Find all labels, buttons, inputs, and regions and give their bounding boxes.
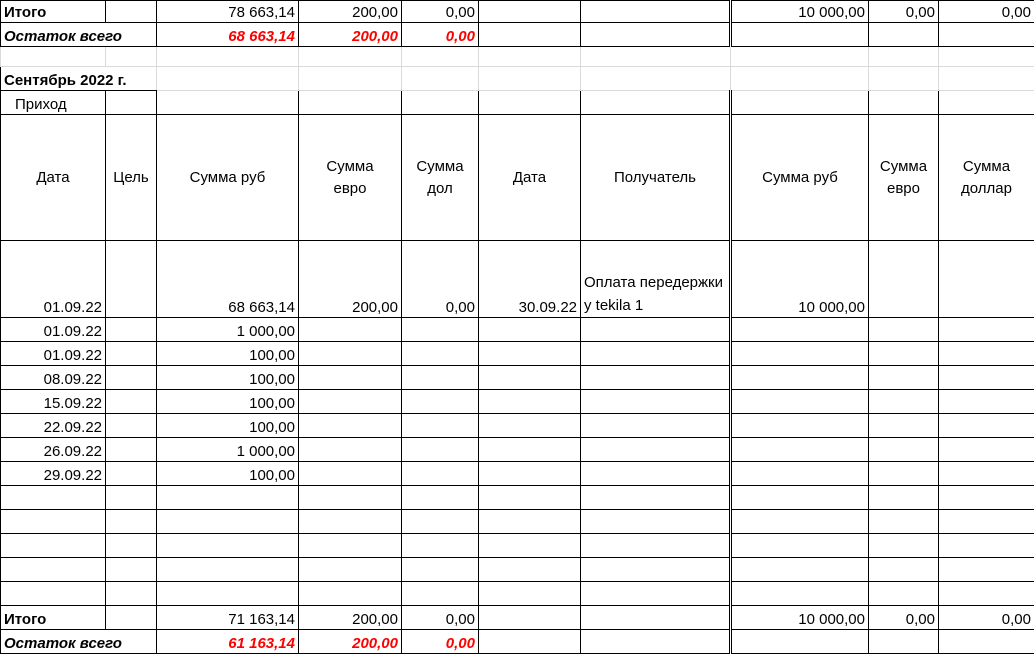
header-date[interactable]: Дата [1, 115, 106, 241]
cell-income-sum-rub[interactable]: 100,00 [157, 414, 299, 438]
cell-empty[interactable] [869, 342, 939, 366]
cell-empty[interactable] [869, 318, 939, 342]
table-row [1, 366, 1034, 390]
cell-empty[interactable] [869, 241, 939, 318]
cell-income-date[interactable]: 29.09.22 [1, 462, 106, 486]
cell-empty[interactable] [402, 510, 479, 534]
cell-empty[interactable] [939, 438, 1034, 462]
cell-empty[interactable] [299, 438, 402, 462]
cell-empty[interactable] [731, 462, 869, 486]
cell-empty[interactable] [299, 414, 402, 438]
cell-top-total-label[interactable]: Итого [1, 1, 106, 23]
cell-bottom-total-out-rub[interactable]: 10 000,00 [731, 606, 869, 630]
cell-empty[interactable] [869, 67, 939, 91]
cell-empty[interactable] [939, 241, 1034, 318]
cell-empty[interactable] [299, 67, 402, 91]
cell-empty[interactable] [402, 318, 479, 342]
cell-top-total-sum-eur[interactable]: 200,00 [299, 1, 402, 23]
cell-empty[interactable] [479, 534, 581, 558]
cell-empty[interactable] [299, 462, 402, 486]
cell-empty[interactable] [581, 67, 731, 91]
cell-empty[interactable] [939, 630, 1034, 654]
cell-empty[interactable] [869, 414, 939, 438]
cell-empty[interactable] [939, 582, 1034, 606]
cell-empty[interactable] [106, 510, 157, 534]
cell-empty[interactable] [479, 630, 581, 654]
cell-empty[interactable] [479, 438, 581, 462]
cell-empty[interactable] [869, 390, 939, 414]
cell-empty[interactable] [581, 486, 731, 510]
header-out-date[interactable]: Дата [479, 115, 581, 241]
cell-empty[interactable] [581, 390, 731, 414]
cell-empty[interactable] [939, 390, 1034, 414]
cell-empty[interactable] [939, 366, 1034, 390]
cell-income-sum-usd[interactable]: 0,00 [402, 241, 479, 318]
cell-empty[interactable] [581, 582, 731, 606]
cell-empty[interactable] [299, 534, 402, 558]
cell-empty[interactable] [479, 486, 581, 510]
header-sum-rub[interactable]: Сумма руб [157, 115, 299, 241]
cell-empty[interactable] [869, 366, 939, 390]
cell-income-sum-rub[interactable]: 100,00 [157, 462, 299, 486]
table-row [1, 582, 1034, 606]
cell-empty[interactable] [157, 91, 299, 115]
cell-bottom-balance-sum-rub[interactable]: 61 163,14 [157, 630, 299, 654]
cell-empty[interactable] [106, 462, 157, 486]
cell-expense-date[interactable]: 30.09.22 [479, 241, 581, 318]
cell-bottom-balance-label[interactable]: Остаток всего [1, 630, 157, 654]
cell-empty[interactable] [402, 47, 479, 67]
cell-empty[interactable] [402, 486, 479, 510]
cell-empty[interactable] [939, 91, 1034, 115]
cell-income-date[interactable]: 26.09.22 [1, 438, 106, 462]
cell-empty[interactable] [299, 486, 402, 510]
cell-empty[interactable] [402, 414, 479, 438]
table-row [1, 558, 1034, 582]
cell-empty[interactable] [939, 462, 1034, 486]
cell-empty[interactable] [106, 47, 157, 67]
cell-empty[interactable] [581, 414, 731, 438]
cell-empty[interactable] [106, 1, 157, 23]
cell-empty[interactable] [939, 342, 1034, 366]
cell-empty[interactable] [581, 630, 731, 654]
cell-empty[interactable] [939, 486, 1034, 510]
cell-income-sum-rub[interactable]: 100,00 [157, 342, 299, 366]
cell-month-title[interactable]: Сентябрь 2022 г. [1, 67, 157, 91]
cell-empty[interactable] [581, 558, 731, 582]
cell-empty[interactable] [479, 558, 581, 582]
cell-empty[interactable] [402, 366, 479, 390]
cell-empty[interactable] [581, 318, 731, 342]
cell-empty[interactable] [106, 414, 157, 438]
cell-empty[interactable] [479, 91, 581, 115]
cell-bottom-total-sum-usd[interactable]: 0,00 [402, 606, 479, 630]
bottom-total-row [1, 606, 1034, 630]
header-purpose[interactable]: Цель [106, 115, 157, 241]
cell-empty[interactable] [299, 558, 402, 582]
cell-empty[interactable] [939, 318, 1034, 342]
cell-income-sum-rub[interactable]: 68 663,14 [157, 241, 299, 318]
cell-empty[interactable] [939, 534, 1034, 558]
cell-empty[interactable] [157, 67, 299, 91]
cell-empty[interactable] [1, 510, 106, 534]
cell-empty[interactable] [869, 438, 939, 462]
header-row [1, 115, 1034, 241]
cell-empty[interactable] [1, 47, 106, 67]
cell-empty[interactable] [299, 91, 402, 115]
cell-empty[interactable] [731, 486, 869, 510]
cell-empty[interactable] [731, 510, 869, 534]
cell-empty[interactable] [106, 606, 157, 630]
cell-top-balance-sum-eur[interactable]: 200,00 [299, 23, 402, 47]
cell-empty[interactable] [479, 462, 581, 486]
top-balance-row [1, 23, 1034, 47]
cell-empty[interactable] [869, 630, 939, 654]
cell-empty[interactable] [731, 630, 869, 654]
cell-empty[interactable] [479, 67, 581, 91]
header-out-eur[interactable]: Сумма евро [869, 115, 939, 241]
cell-empty[interactable] [939, 47, 1034, 67]
cell-empty[interactable] [581, 462, 731, 486]
bottom-balance-row [1, 630, 1034, 654]
cell-empty[interactable] [479, 366, 581, 390]
cell-income-sum-rub[interactable]: 1 000,00 [157, 438, 299, 462]
cell-empty[interactable] [731, 91, 869, 115]
cell-empty[interactable] [106, 390, 157, 414]
cell-bottom-total-sum-eur[interactable]: 200,00 [299, 606, 402, 630]
header-out-rub[interactable]: Сумма руб [731, 115, 869, 241]
cell-income-sum-eur[interactable]: 200,00 [299, 241, 402, 318]
cell-empty[interactable] [581, 534, 731, 558]
cell-bottom-balance-sum-eur[interactable]: 200,00 [299, 630, 402, 654]
cell-empty[interactable] [581, 91, 731, 115]
cell-income-date[interactable]: 08.09.22 [1, 366, 106, 390]
table-row [1, 438, 1034, 462]
cell-empty[interactable] [479, 318, 581, 342]
cell-empty[interactable] [106, 534, 157, 558]
cell-bottom-total-label[interactable]: Итого [1, 606, 106, 630]
cell-empty[interactable] [581, 1, 731, 23]
cell-income-date[interactable]: 01.09.22 [1, 241, 106, 318]
cell-empty[interactable] [106, 241, 157, 318]
cell-empty[interactable] [1, 582, 106, 606]
cell-income-sum-rub[interactable]: 100,00 [157, 366, 299, 390]
cell-empty[interactable] [731, 558, 869, 582]
cell-empty[interactable] [402, 462, 479, 486]
table-row [1, 241, 1034, 318]
cell-empty[interactable] [479, 1, 581, 23]
table-row [1, 342, 1034, 366]
cell-empty[interactable] [939, 67, 1034, 91]
cell-empty[interactable] [869, 582, 939, 606]
cell-income-sum-rub[interactable]: 100,00 [157, 390, 299, 414]
cell-empty[interactable] [731, 47, 869, 67]
cell-empty[interactable] [581, 366, 731, 390]
cell-empty[interactable] [731, 534, 869, 558]
cell-empty[interactable] [731, 23, 869, 47]
month-title-row [1, 67, 1034, 91]
cell-empty[interactable] [299, 582, 402, 606]
cell-empty[interactable] [106, 91, 157, 115]
cell-empty[interactable] [157, 534, 299, 558]
table-row [1, 318, 1034, 342]
cell-empty[interactable] [402, 67, 479, 91]
top-total-row [1, 1, 1034, 23]
cell-income-sum-rub[interactable]: 1 000,00 [157, 318, 299, 342]
cell-empty[interactable] [299, 318, 402, 342]
cell-empty[interactable] [581, 438, 731, 462]
cell-empty[interactable] [581, 47, 731, 67]
cell-empty[interactable] [106, 366, 157, 390]
cell-empty[interactable] [402, 558, 479, 582]
cell-empty[interactable] [402, 342, 479, 366]
cell-top-total-out-rub[interactable]: 10 000,00 [731, 1, 869, 23]
cell-empty[interactable] [869, 47, 939, 67]
cell-empty[interactable] [402, 91, 479, 115]
header-sum-usd[interactable]: Сумма дол [402, 115, 479, 241]
cell-top-balance-sum-usd[interactable]: 0,00 [402, 23, 479, 47]
cell-empty[interactable] [299, 390, 402, 414]
cell-empty[interactable] [731, 366, 869, 390]
cell-empty[interactable] [299, 366, 402, 390]
cell-empty[interactable] [731, 390, 869, 414]
cell-empty[interactable] [731, 438, 869, 462]
table-row [1, 486, 1034, 510]
cell-top-total-out-eur[interactable]: 0,00 [869, 1, 939, 23]
cell-top-total-out-usd[interactable]: 0,00 [939, 1, 1034, 23]
cell-empty[interactable] [581, 606, 731, 630]
cell-empty[interactable] [402, 534, 479, 558]
cell-empty[interactable] [869, 510, 939, 534]
cell-top-total-sum-rub[interactable]: 78 663,14 [157, 1, 299, 23]
cell-empty[interactable] [479, 23, 581, 47]
cell-empty[interactable] [869, 23, 939, 47]
table-row [1, 534, 1034, 558]
cell-empty[interactable] [731, 414, 869, 438]
cell-empty[interactable] [581, 510, 731, 534]
cell-empty[interactable] [402, 438, 479, 462]
cell-empty[interactable] [869, 462, 939, 486]
cell-bottom-total-sum-rub[interactable]: 71 163,14 [157, 606, 299, 630]
cell-empty[interactable] [869, 558, 939, 582]
cell-empty[interactable] [939, 414, 1034, 438]
cell-top-total-sum-usd[interactable]: 0,00 [402, 1, 479, 23]
cell-empty[interactable] [106, 438, 157, 462]
cell-income-date[interactable]: 01.09.22 [1, 318, 106, 342]
cell-expense-recipient[interactable]: Оплата передержки у tekila 1 [581, 241, 731, 318]
cell-empty[interactable] [939, 510, 1034, 534]
cell-empty[interactable] [299, 510, 402, 534]
cell-empty[interactable] [731, 342, 869, 366]
cell-income-date[interactable]: 22.09.22 [1, 414, 106, 438]
header-sum-eur[interactable]: Сумма евро [299, 115, 402, 241]
cell-empty[interactable] [479, 606, 581, 630]
spacer-row [1, 47, 1034, 67]
cell-empty[interactable] [157, 582, 299, 606]
cell-empty[interactable] [939, 23, 1034, 47]
cell-empty[interactable] [157, 558, 299, 582]
cell-empty[interactable] [869, 486, 939, 510]
cell-income-date[interactable]: 15.09.22 [1, 390, 106, 414]
cell-empty[interactable] [479, 510, 581, 534]
cell-empty[interactable] [479, 47, 581, 67]
cell-empty[interactable] [106, 486, 157, 510]
cell-empty[interactable] [479, 414, 581, 438]
cell-bottom-balance-sum-usd[interactable]: 0,00 [402, 630, 479, 654]
cell-empty[interactable] [106, 342, 157, 366]
cell-empty[interactable] [1, 486, 106, 510]
cell-expense-sum-rub[interactable]: 10 000,00 [731, 241, 869, 318]
cell-empty[interactable] [157, 510, 299, 534]
cell-empty[interactable] [581, 342, 731, 366]
cell-empty[interactable] [869, 534, 939, 558]
cell-empty[interactable] [402, 582, 479, 606]
cell-empty[interactable] [402, 390, 479, 414]
cell-empty[interactable] [1, 534, 106, 558]
table-row [1, 414, 1034, 438]
cell-empty[interactable] [731, 582, 869, 606]
cell-empty[interactable] [479, 342, 581, 366]
cell-empty[interactable] [106, 582, 157, 606]
table-row [1, 462, 1034, 486]
cell-empty[interactable] [157, 486, 299, 510]
cell-income-label[interactable]: Приход [1, 91, 106, 115]
cell-empty[interactable] [106, 318, 157, 342]
cell-empty[interactable] [939, 558, 1034, 582]
cell-empty[interactable] [731, 67, 869, 91]
cell-empty[interactable] [869, 91, 939, 115]
cell-empty[interactable] [299, 47, 402, 67]
cell-empty[interactable] [1, 558, 106, 582]
cell-empty[interactable] [479, 390, 581, 414]
table-row [1, 390, 1034, 414]
cell-empty[interactable] [157, 47, 299, 67]
cell-empty[interactable] [479, 582, 581, 606]
table-row [1, 510, 1034, 534]
cell-empty[interactable] [106, 558, 157, 582]
income-label-row [1, 91, 1034, 115]
header-out-usd[interactable]: Сумма доллар [939, 115, 1034, 241]
cell-empty[interactable] [299, 342, 402, 366]
cell-top-balance-label[interactable]: Остаток всего [1, 23, 157, 47]
cell-empty[interactable] [581, 23, 731, 47]
cell-empty[interactable] [731, 318, 869, 342]
header-recipient[interactable]: Получатель [581, 115, 731, 241]
cell-bottom-total-out-usd[interactable]: 0,00 [939, 606, 1034, 630]
cell-bottom-total-out-eur[interactable]: 0,00 [869, 606, 939, 630]
cell-income-date[interactable]: 01.09.22 [1, 342, 106, 366]
cell-top-balance-sum-rub[interactable]: 68 663,14 [157, 23, 299, 47]
